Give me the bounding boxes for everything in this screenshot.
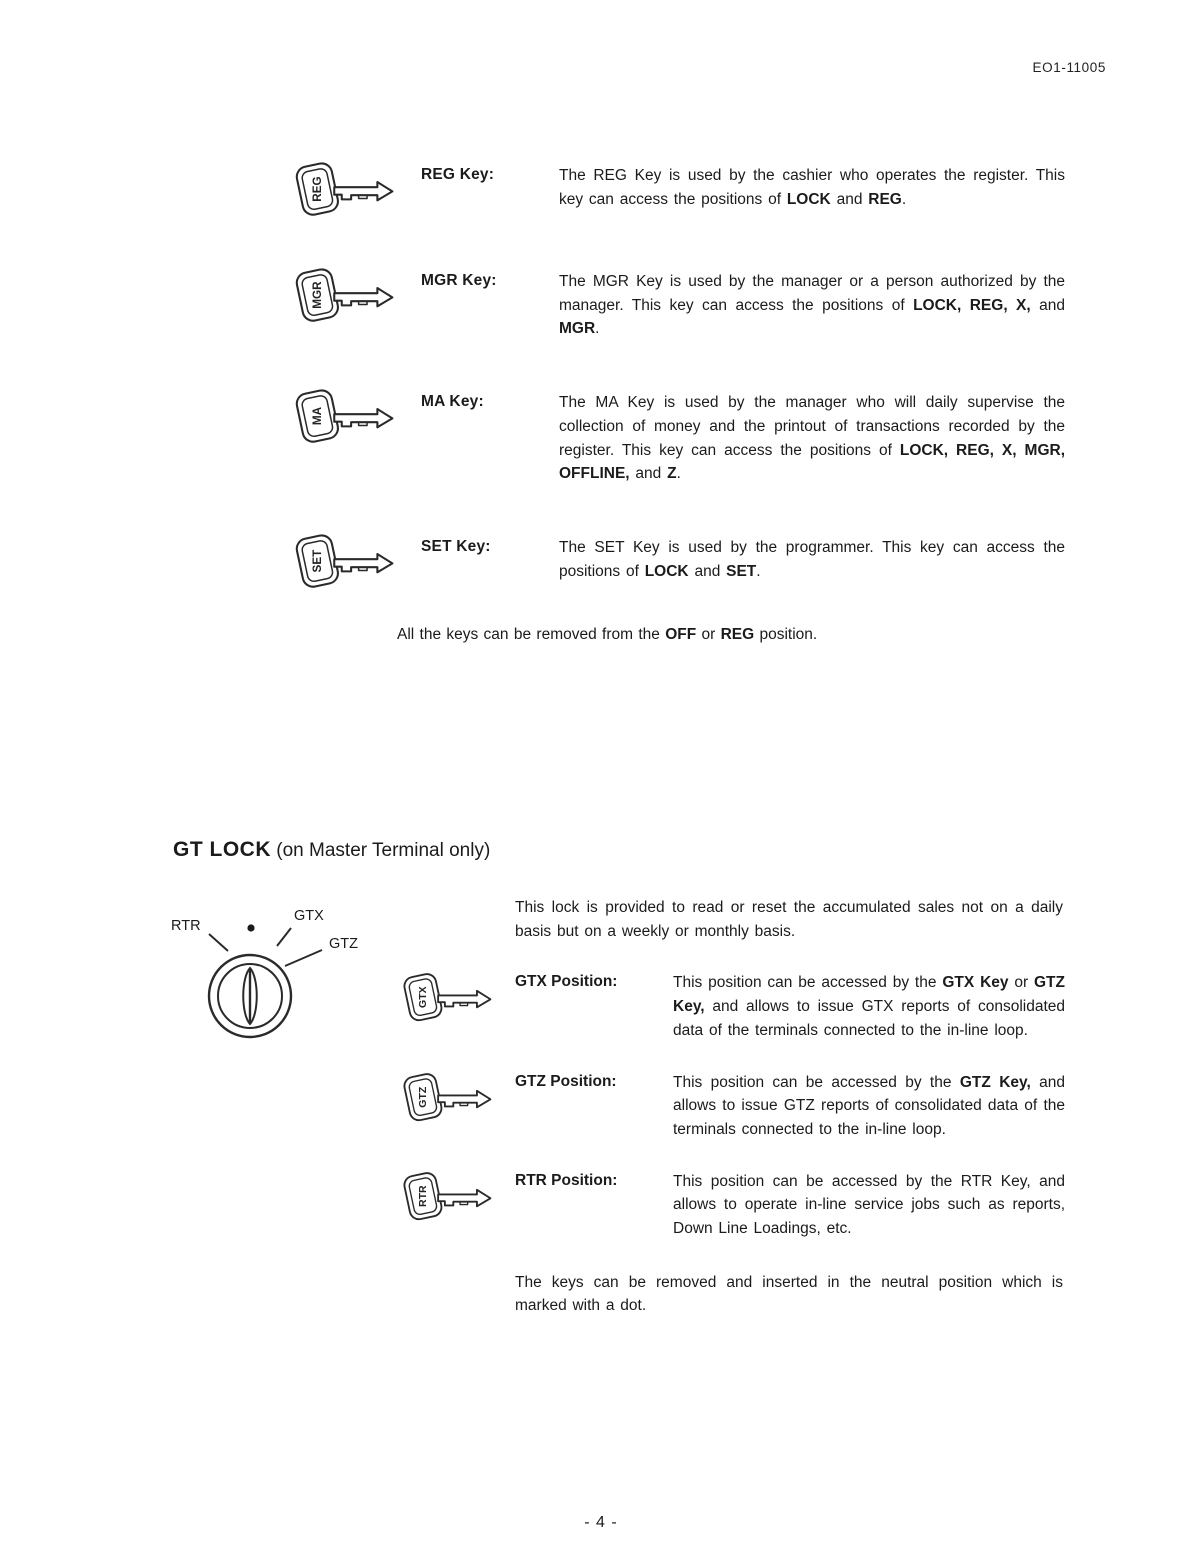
mgr-key-icon [293,266,421,326]
rtr-position-desc: This position can be accessed by the RTR Key, and allows to operate in-line service jobs such as reports, Down Line Loadings, etc. [673,1172,1065,1238]
gt-lock-section [173,838,1065,1318]
keys-section [293,160,1065,644]
gt-pos-row-gtz [401,1069,1065,1142]
gtx-position-title: GTX Position: [515,973,618,991]
gt-pos-row-gtx [401,969,1065,1042]
reg-key-icon-label: REG [310,176,324,202]
key-row-ma [293,387,1065,486]
gt-lock-heading-rest: (on Master Terminal only) [271,840,491,861]
gtx-key-icon [401,971,515,1025]
gtz-key-icon-label: GTZ [416,1086,429,1108]
gt-lock-heading [173,838,1065,862]
neutral-dot [247,924,254,931]
gtz-position-desc: This position can be accessed by the GTZ Key, and allows to issue GTZ reports of consolidated data of the terminals connected to the in-line loop. [673,1073,1066,1138]
gt-lock-dial [165,894,397,1061]
gtx-key-icon-label: GTX [416,986,429,1009]
rtr-key-icon-label: RTR [416,1184,429,1207]
dial-label-gtz: GTZ [329,936,358,952]
ma-key-icon [293,387,421,447]
rtr-key-icon [401,1170,515,1224]
set-key-icon-label: SET [310,549,324,573]
key-title-reg: REG Key: [421,166,495,183]
key-row-mgr [293,266,1065,341]
dial-label-gtx: GTX [294,908,324,924]
gtz-key-icon [401,1071,515,1125]
key-desc-reg: The REG Key is used by the cashier who operates the register. This key can access the positions of LOCK and REG. [559,167,1065,208]
set-key-icon [293,532,421,592]
ma-key-icon-label: MA [310,407,324,426]
key-desc-ma: The MA Key is used by the manager who will daily supervise the collection of money and the printout of transactions recorded by the register. This key can access the positions of LOCK, REG, X, MGR, OFFLINE, and Z. [559,394,1065,483]
mgr-key-icon-label: MGR [310,281,324,309]
gt-lock-heading-bold: GT LOCK [173,838,271,861]
keys-removal-note: All the keys can be removed from the OFF or REG position. [397,625,818,643]
key-row-set [293,532,1065,592]
key-title-ma: MA Key: [421,393,484,411]
gtz-position-title: GTZ Position: [515,1072,617,1090]
key-desc-set: The SET Key is used by the programmer. This key can access the positions of LOCK and SET. [559,538,1065,580]
gt-lock-closing: The keys can be removed and inserted in the neutral position which is marked with a dot. [515,1273,1063,1315]
key-title-mgr: MGR Key: [421,272,497,289]
reg-key-icon [293,160,421,220]
key-title-set: SET Key: [421,537,491,555]
key-row-reg [293,160,1065,220]
key-desc-mgr: The MGR Key is used by the manager or a person authorized by the manager. This key can access the positions of LOCK, REG, X, and MGR. [559,273,1065,338]
gt-lock-intro: This lock is provided to read or reset the accumulated sales not on a daily basis but on a weekly or monthly basis. [515,899,1063,940]
doc-number: EO1-11005 [1032,60,1106,75]
rtr-position-title: RTR Position: [515,1171,618,1189]
dial-label-rtr: RTR [171,918,201,934]
gt-pos-row-rtr [401,1168,1065,1241]
page-number: - 4 - [584,1514,618,1531]
gtx-position-desc: This position can be accessed by the GTX Key or GTZ Key, and allows to issue GTX reports of consolidated data of the terminals connected to the in-line loop. [673,974,1065,1039]
